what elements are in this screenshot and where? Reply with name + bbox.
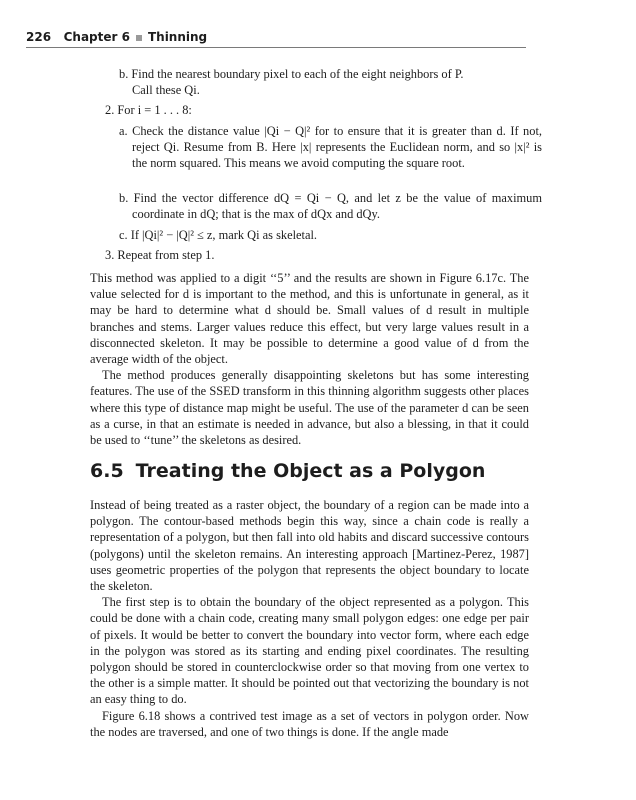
chapter-title: Thinning — [147, 30, 208, 44]
body-text-lower — [90, 497, 529, 740]
paragraph: Instead of being treated as a raster object, the boundary of a region can be made into a polygon. The contour-based methods begin this way, since a chain code is really a representation of a polygon, but then fall into old habits and discard successive contours (polygons) until the skeleton remains. An interesting approach [Martinez-Perez, 1987] uses geometric properties of the polygon that represents the object boundary to locate the skeleton. — [90, 498, 529, 594]
section-number: 6.5 — [90, 460, 124, 482]
list-item-1b-line1: b. Find the nearest boundary pixel to each of the eight neighbors of P. — [119, 67, 464, 81]
page-number: 226 — [26, 30, 52, 44]
paragraph: Figure 6.18 shows a contrived test image as a set of vectors in polygon order. Now the nodes are traversed, and one of two things is done. If the angle made — [90, 708, 529, 739]
section-title: Treating the Object as a Polygon — [135, 460, 486, 482]
list-item-1b — [119, 66, 529, 98]
list-item-1b-line2: Call these Qi. — [132, 83, 200, 98]
paragraph: This method was applied to a digit ‘‘5’’ and the results are shown in Figure 6.17c. The value selected for d is important to the method, and this is unfortunate in general, as it may be hard to determine what d should be. Small values of d result in multiple branches and stems. Larger values reduce this effect, but very large values result in a disconnected skeleton. It may be possible to determine a good value of d from the average width of the object. — [90, 271, 529, 367]
running-head — [26, 30, 526, 48]
paragraph: The first step is to obtain the boundary of the object represented as a polygon. This could be done with a chain code, creating many small polygon edges: one edge per pair of pixels. It would be better to convert the boundary into vector form, where each edge in the polygon was stored as its starting and ending pixel coordinates. The resulting polygon should be stored in counterclockwise order so that moving from one vertex to the other is a simple matter. It should be pointed out that vectorizing the boundary is not an easy thing to do. — [90, 595, 529, 707]
list-item-3: 3. Repeat from step 1. — [105, 248, 215, 262]
list-item-2a: a. Check the distance value |Qi − Q|² for to ensure that it is greater than d. If not, reject Qi. Resume from B. Here |x| represents the Euclidean norm, and so |x|² is the norm squared. This means we avoid computing the square root. — [119, 124, 542, 171]
paragraph: The method produces generally disappointing skeletons but has some interesting features. The use of the SSED transform in this thinning algorithm suggests other places where this type of distance map might be useful. The use of the parameter d can be seen as a curse, in that an estimate is needed in advance, but also a blessing, in that it could be used to ‘‘tune’’ the skeletons as desired. — [90, 368, 529, 448]
list-item-2c: c. If |Qi|² − |Q|² ≤ z, mark Qi as skeletal. — [119, 228, 318, 242]
list-item-2: 2. For i = 1 . . . 8: — [105, 103, 192, 117]
chapter-label: Chapter 6 — [63, 30, 130, 44]
body-text-upper — [90, 270, 529, 448]
list-item-2b: b. Find the vector difference dQ = Qi − Q, and let z be the value of maximum coordinate in dQ; that is the max of dQx and dQy. — [119, 191, 542, 222]
separator-square-icon — [136, 35, 142, 41]
section-heading — [90, 459, 530, 483]
